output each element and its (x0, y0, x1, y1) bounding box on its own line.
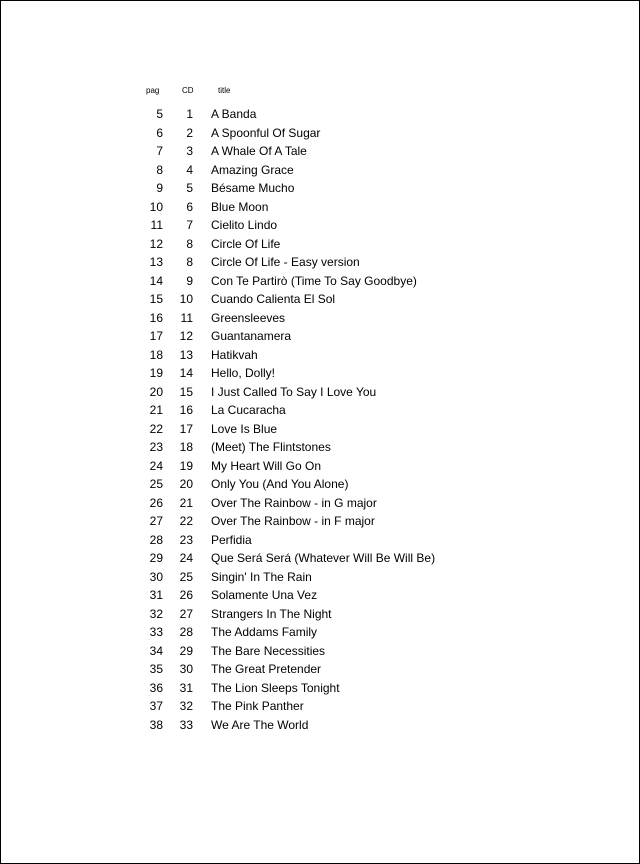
row-title: Circle Of Life - Easy version (211, 255, 360, 269)
row-cd-track: 31 (179, 680, 193, 695)
row-page-number: 29 (149, 551, 163, 565)
row-title: A Banda (211, 107, 257, 121)
row-cd-track: 21 (179, 495, 193, 510)
row-page-number: 31 (149, 588, 163, 602)
row-cd-track: 32 (179, 699, 193, 713)
row-page-number: 18 (149, 347, 163, 362)
row-page-number: 17 (149, 329, 163, 343)
row-title: Cielito Lindo (211, 218, 278, 232)
row-page-number: 36 (149, 680, 163, 695)
table-row (1, 198, 640, 217)
row-title: Hello, Dolly! (211, 366, 276, 380)
table-row (1, 623, 640, 642)
table-row (1, 142, 640, 161)
table-row (1, 716, 640, 735)
table-row (1, 568, 640, 587)
row-page-number: 20 (149, 384, 163, 399)
table-row (1, 494, 640, 513)
table-header (1, 85, 640, 97)
row-page-number: 9 (156, 181, 163, 195)
table-row (1, 216, 640, 235)
header-title: title (218, 86, 231, 95)
table-row (1, 179, 640, 198)
row-title: Solamente Una Vez (211, 588, 318, 602)
table-row (1, 457, 640, 476)
row-page-number: 32 (149, 606, 163, 621)
row-cd-track: 24 (179, 551, 193, 565)
row-title: We Are The World (211, 717, 309, 732)
row-cd-track: 26 (179, 588, 193, 602)
row-title: Cuando Calienta El Sol (211, 292, 336, 306)
header-pag: pag (146, 86, 160, 95)
row-title: (Meet) The Flintstones (211, 440, 331, 454)
row-cd-track: 25 (179, 569, 193, 584)
row-cd-track: 6 (186, 199, 193, 214)
row-title: Greensleeves (211, 310, 286, 325)
row-cd-track: 16 (179, 403, 193, 417)
row-page-number: 10 (149, 199, 163, 214)
row-title: Perfidia (211, 532, 252, 547)
row-title: Hatikvah (211, 347, 258, 362)
row-title: Con Te Partirò (Time To Say Goodbye) (211, 273, 417, 288)
row-cd-track: 2 (186, 125, 193, 140)
row-title: Over The Rainbow - in G major (211, 495, 377, 510)
row-title: A Whale Of A Tale (211, 144, 307, 158)
table-row (1, 383, 640, 402)
row-page-number: 23 (149, 440, 163, 454)
row-page-number: 26 (149, 495, 163, 510)
row-title: Strangers In The Night (211, 606, 332, 621)
table-row (1, 253, 640, 272)
table-row (1, 549, 640, 568)
row-cd-track: 15 (179, 384, 193, 399)
row-page-number: 30 (149, 569, 163, 584)
table-row (1, 364, 640, 383)
row-title: Guantanamera (211, 329, 292, 343)
row-cd-track: 9 (186, 273, 193, 288)
row-title: Over The Rainbow - in F major (211, 514, 375, 528)
row-cd-track: 20 (179, 477, 193, 491)
row-title: The Great Pretender (211, 662, 322, 676)
table-row (1, 679, 640, 698)
row-title: Bésame Mucho (211, 181, 295, 195)
row-cd-track: 4 (186, 162, 193, 177)
row-cd-track: 13 (179, 347, 193, 362)
table-row (1, 124, 640, 143)
row-cd-track: 7 (186, 218, 193, 232)
table-row (1, 235, 640, 254)
row-title: I Just Called To Say I Love You (211, 384, 377, 399)
row-cd-track: 22 (179, 514, 193, 528)
row-title: La Cucaracha (211, 403, 286, 417)
row-title: The Lion Sleeps Tonight (211, 680, 340, 695)
row-cd-track: 5 (186, 181, 193, 195)
row-title: Only You (And You Alone) (211, 477, 349, 491)
table-row (1, 272, 640, 291)
row-cd-track: 18 (179, 440, 193, 454)
row-cd-track: 27 (179, 606, 193, 621)
row-page-number: 6 (156, 125, 163, 140)
row-cd-track: 33 (179, 717, 193, 732)
table-row (1, 105, 640, 124)
table-row (1, 401, 640, 420)
table-row (1, 327, 640, 346)
row-page-number: 15 (149, 292, 163, 306)
row-title: Singin' In The Rain (211, 569, 312, 584)
row-page-number: 14 (149, 273, 163, 288)
table-row (1, 475, 640, 494)
row-page-number: 22 (149, 421, 163, 436)
row-cd-track: 14 (179, 366, 193, 380)
row-title: My Heart Will Go On (211, 458, 322, 473)
row-title: Circle Of Life (211, 236, 281, 251)
row-cd-track: 28 (179, 625, 193, 639)
row-cd-track: 30 (179, 662, 193, 676)
row-page-number: 13 (149, 255, 163, 269)
row-cd-track: 17 (179, 421, 193, 436)
table-row (1, 290, 640, 309)
row-title: The Addams Family (211, 625, 318, 639)
row-cd-track: 8 (186, 255, 193, 269)
row-page-number: 7 (156, 144, 163, 158)
row-cd-track: 19 (179, 458, 193, 473)
table-row (1, 697, 640, 716)
row-page-number: 37 (149, 699, 163, 713)
track-list (1, 105, 640, 734)
table-row (1, 512, 640, 531)
row-cd-track: 8 (186, 236, 193, 251)
row-title: Love Is Blue (211, 421, 278, 436)
row-title: A Spoonful Of Sugar (211, 125, 321, 140)
table-row (1, 438, 640, 457)
row-cd-track: 10 (179, 292, 193, 306)
row-page-number: 16 (149, 310, 163, 325)
row-cd-track: 3 (186, 144, 193, 158)
table-row (1, 309, 640, 328)
table-row (1, 531, 640, 550)
table-row (1, 605, 640, 624)
row-page-number: 34 (149, 643, 163, 658)
header-cd: CD (182, 86, 194, 95)
table-row (1, 161, 640, 180)
row-cd-track: 11 (180, 310, 193, 325)
row-page-number: 21 (149, 403, 163, 417)
row-page-number: 25 (149, 477, 163, 491)
row-cd-track: 1 (186, 107, 193, 121)
row-page-number: 19 (149, 366, 163, 380)
row-page-number: 11 (150, 218, 163, 232)
row-page-number: 27 (149, 514, 163, 528)
row-title: The Bare Necessities (211, 643, 326, 658)
row-cd-track: 23 (179, 532, 193, 547)
table-row (1, 642, 640, 661)
table-row (1, 346, 640, 365)
row-title: Que Será Será (Whatever Will Be Will Be) (211, 551, 436, 565)
table-row (1, 660, 640, 679)
row-page-number: 33 (149, 625, 163, 639)
row-page-number: 5 (156, 107, 163, 121)
row-title: Blue Moon (211, 199, 269, 214)
row-page-number: 8 (156, 162, 163, 177)
row-page-number: 12 (149, 236, 163, 251)
table-row (1, 586, 640, 605)
row-page-number: 24 (149, 458, 163, 473)
row-page-number: 28 (149, 532, 163, 547)
row-title: Amazing Grace (211, 162, 294, 177)
row-title: The Pink Panther (211, 699, 304, 713)
row-cd-track: 12 (179, 329, 193, 343)
row-page-number: 38 (149, 717, 163, 732)
row-cd-track: 29 (179, 643, 193, 658)
row-page-number: 35 (149, 662, 163, 676)
table-row (1, 420, 640, 439)
